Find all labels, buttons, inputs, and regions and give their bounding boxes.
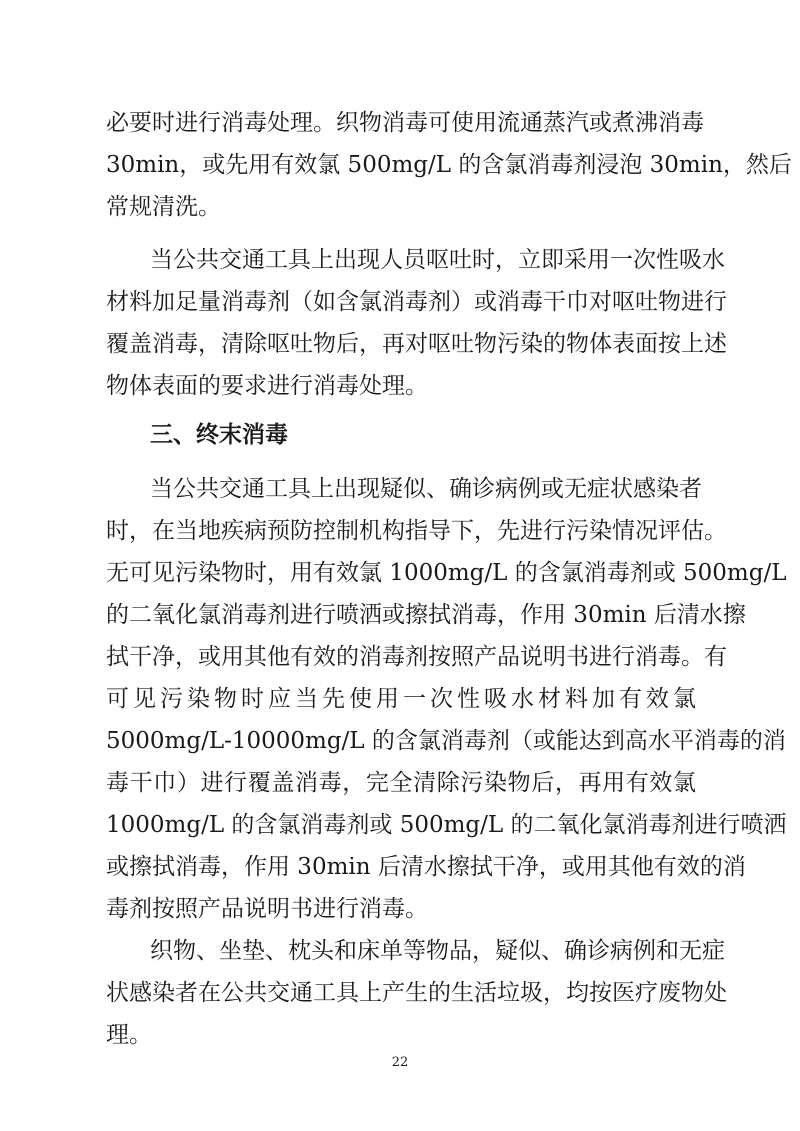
paragraph-line: 覆盖消毒，清除呕吐物后，再对呕吐物污染的物体表面按上述 [106,331,727,357]
paragraph-line: 材料加足量消毒剂（如含氯消毒剂）或消毒干巾对呕吐物进行 [106,289,727,315]
paragraph-line: 织物、坐垫、枕头和床单等物品，疑似、确诊病例和无症 [150,938,725,964]
paragraph-line: 1000mg/L 的含氯消毒剂或 500mg/L 的二氧化氯消毒剂进行喷洒 [106,812,787,838]
paragraph-line: 当公共交通工具上出现疑似、确诊病例或无症状感染者 [150,476,702,502]
paragraph-line: 时，在当地疾病预防控制机构指导下，先进行污染情况评估。 [106,518,727,544]
paragraph-line: 的二氧化氯消毒剂进行喷洒或擦拭消毒，作用 30min 后清水擦 [106,602,746,628]
section-heading: 三、终末消毒 [150,422,288,448]
paragraph-line: 理。 [106,1022,152,1048]
paragraph-line: 拭干净，或用其他有效的消毒剂按照产品说明书进行消毒。有 [106,644,727,670]
paragraph-line: 无可见污染物时，用有效氯 1000mg/L 的含氯消毒剂或 500mg/L [106,560,787,586]
paragraph-line: 或擦拭消毒，作用 30min 后清水擦拭干净，或用其他有效的消 [106,854,746,880]
paragraph-line: 当公共交通工具上出现人员呕吐时，立即采用一次性吸水 [150,247,725,273]
paragraph-line: 毒干巾）进行覆盖消毒，完全清除污染物后，再用有效氯 [106,770,696,796]
paragraph-line: 状感染者在公共交通工具上产生的生活垃圾，均按医疗废物处 [106,980,727,1006]
paragraph-line: 毒剂按照产品说明书进行消毒。 [106,896,428,922]
page-number: 22 [391,1055,409,1070]
paragraph-line: 必要时进行消毒处理。织物消毒可使用流通蒸汽或煮沸消毒 [106,110,704,136]
paragraph-line: 物体表面的要求进行消毒处理。 [106,373,428,399]
paragraph-line: 可见污染物时应当先使用一次性吸水材料加有效氯 [106,686,696,712]
paragraph-line: 30min，或先用有效氯 500mg/L 的含氯消毒剂浸泡 30min，然后 [106,152,792,178]
paragraph-line: 5000mg/L-10000mg/L 的含氯消毒剂（或能达到高水平消毒的消 [106,728,786,754]
paragraph-line: 常规清洗。 [106,194,221,220]
